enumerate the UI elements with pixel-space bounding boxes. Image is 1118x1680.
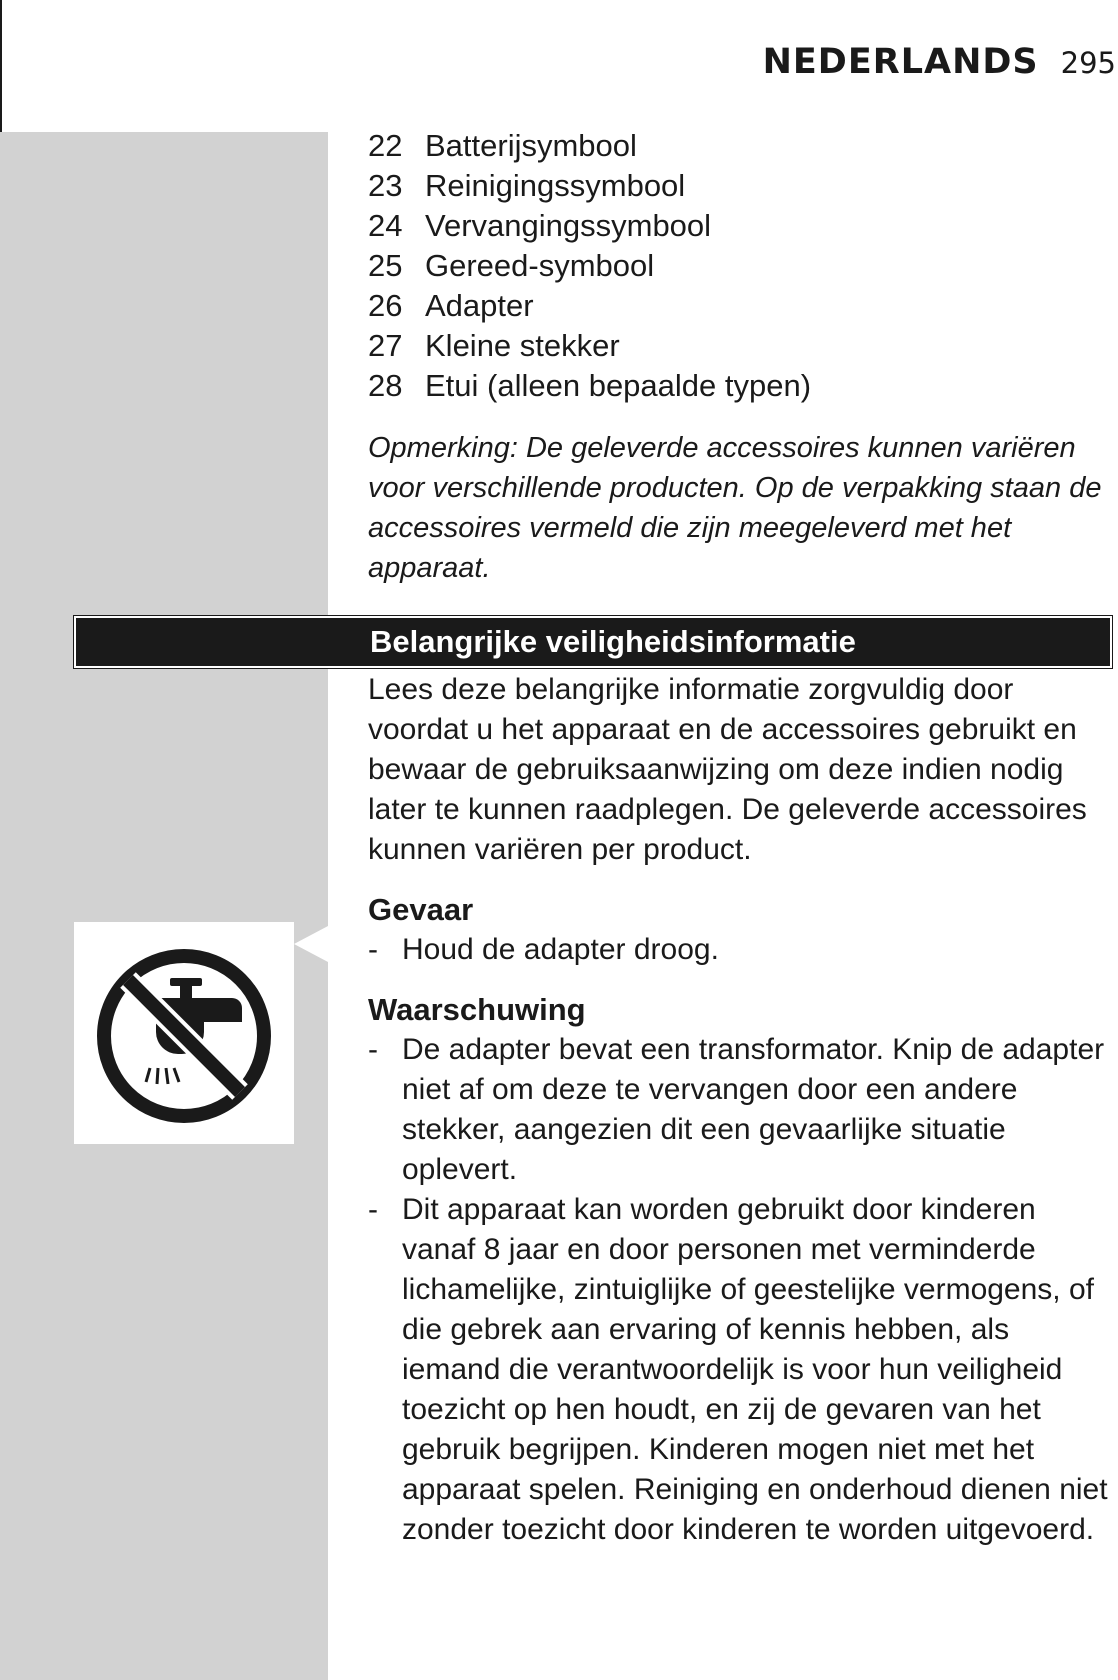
warning-list bbox=[368, 1030, 1113, 1550]
part-label: Batterijsymbool bbox=[425, 128, 637, 163]
part-number: 27 bbox=[368, 328, 403, 363]
part-number: 24 bbox=[368, 208, 403, 243]
danger-list bbox=[368, 930, 1113, 970]
part-label: Vervangingssymbool bbox=[425, 208, 712, 243]
header-language: NEDERLANDS bbox=[762, 42, 1039, 82]
bullet-dash: - bbox=[368, 1193, 378, 1226]
side-margin-band bbox=[0, 132, 328, 1680]
page-number: 295 bbox=[1060, 46, 1116, 80]
section-heading-bar bbox=[74, 616, 1112, 668]
safety-section bbox=[368, 670, 1113, 1550]
list-item bbox=[368, 326, 1113, 366]
safety-intro: Lees deze belangrijke informatie zorgvuldig door voordat u het apparaat en de accessoires gebruikt en bewaar de gebruiksaanwijzing om deze indien nodig later te kunnen raadplegen. De geleverde accessoires kunnen variëren per product. bbox=[368, 673, 1087, 866]
list-item bbox=[368, 246, 1113, 286]
danger-text: Houd de adapter droog. bbox=[402, 933, 719, 966]
warning-pictogram bbox=[74, 922, 294, 1144]
list-item bbox=[368, 166, 1113, 206]
part-number: 28 bbox=[368, 368, 403, 403]
part-label: Etui (alleen bepaalde typen) bbox=[425, 368, 812, 403]
page-edge-rule bbox=[0, 0, 2, 132]
part-label: Gereed-symbool bbox=[425, 248, 655, 283]
warning-text: De adapter bevat een transformator. Knip de adapter niet af om deze te vervangen door een andere stekker, aangezien dit een gevaarlijke situatie oplevert. bbox=[402, 1033, 1105, 1186]
warning-heading: Waarschuwing bbox=[368, 992, 586, 1027]
no-water-tap-icon bbox=[74, 922, 294, 1144]
part-number: 22 bbox=[368, 128, 403, 163]
accessories-note: Opmerking: De geleverde accessoires kunnen variëren voor verschillende producten. Op de verpakking staan de accessoires vermeld die zijn meegeleverd met het apparaat. bbox=[368, 432, 1102, 584]
pictogram-pointer bbox=[294, 926, 328, 962]
list-item bbox=[368, 286, 1113, 326]
page-header bbox=[763, 42, 1116, 82]
list-item bbox=[368, 1030, 1113, 1190]
list-item bbox=[368, 206, 1113, 246]
list-item bbox=[368, 1190, 1113, 1550]
list-item bbox=[368, 366, 1113, 406]
list-item bbox=[368, 930, 1113, 970]
section-title: Belangrijke veiligheidsinformatie bbox=[370, 624, 856, 659]
part-number: 26 bbox=[368, 288, 403, 323]
part-number: 25 bbox=[368, 248, 403, 283]
warning-text: Dit apparaat kan worden gebruikt door kinderen vanaf 8 jaar en door personen met verminderde lichamelijke, zintuiglijke of geestelijke vermogens, of die gebrek aan ervaring of kennis hebben, als iemand die verantwoordelijk is voor hun veiligheid toezicht op hen houdt, en zij de gevaren van het gebruik begrijpen. Kinderen mogen niet met het apparaat spelen. Reiniging en onderhoud dienen niet zonder toezicht door kinderen te worden uitgevoerd. bbox=[402, 1193, 1108, 1546]
part-number: 23 bbox=[368, 168, 403, 203]
parts-section bbox=[368, 126, 1113, 588]
list-item bbox=[368, 126, 1113, 166]
danger-heading: Gevaar bbox=[368, 892, 474, 927]
part-label: Adapter bbox=[425, 288, 534, 323]
parts-list bbox=[368, 126, 1113, 406]
part-label: Reinigingssymbool bbox=[425, 168, 686, 203]
bullet-dash: - bbox=[368, 1033, 378, 1066]
bullet-dash: - bbox=[368, 933, 378, 966]
part-label: Kleine stekker bbox=[425, 328, 620, 363]
